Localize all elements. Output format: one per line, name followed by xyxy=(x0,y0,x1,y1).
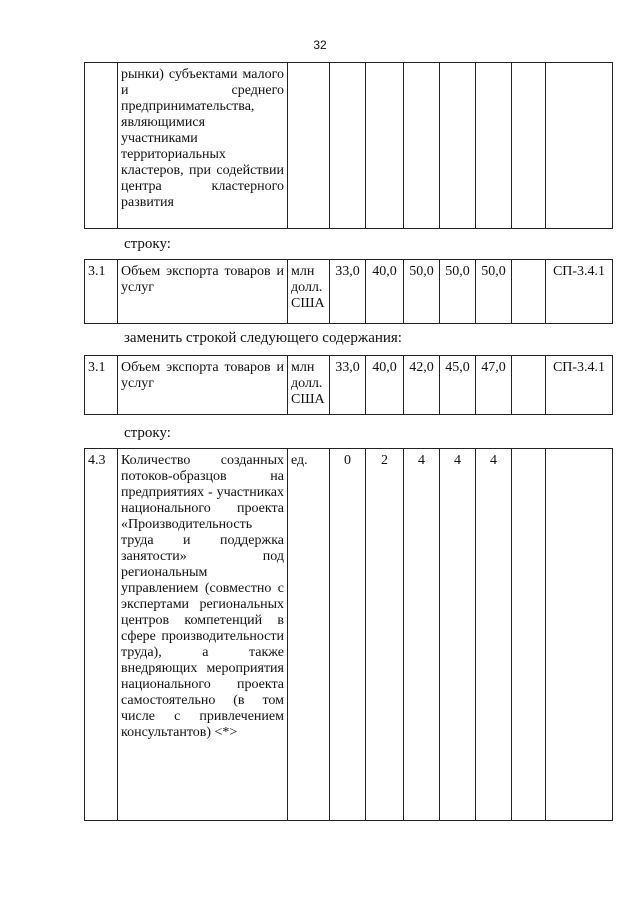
table-row xyxy=(85,63,613,229)
table-row-4-3 xyxy=(84,448,613,821)
value-cell xyxy=(330,63,366,229)
row-value: 0 xyxy=(330,449,366,821)
row-number: 3.1 xyxy=(85,356,118,415)
value-cell xyxy=(366,63,404,229)
row-value: 40,0 xyxy=(366,260,404,324)
value-cell xyxy=(440,63,476,229)
row-description: Объем экспорта товаров и услуг xyxy=(118,356,288,415)
note-row-label: строку: xyxy=(124,425,171,441)
row-value: 33,0 xyxy=(330,356,366,415)
value-cell xyxy=(404,63,440,229)
row-value: 50,0 xyxy=(440,260,476,324)
row-value: 4 xyxy=(476,449,512,821)
row-code: СП-3.4.1 xyxy=(546,260,613,324)
row-number: 3.1 xyxy=(85,260,118,324)
row-value: 42,0 xyxy=(404,356,440,415)
note-replace-label: заменить строкой следующего содержания: xyxy=(124,330,402,346)
row-value: 50,0 xyxy=(404,260,440,324)
row-unit: млн долл. США xyxy=(288,356,330,415)
table-row-3-1-old xyxy=(84,259,613,324)
row-code xyxy=(546,449,613,821)
table-row-3-1-new xyxy=(84,355,613,415)
empty-cell xyxy=(512,449,546,821)
row-number: 4.3 xyxy=(85,449,118,821)
row-value: 33,0 xyxy=(330,260,366,324)
page-number: 32 xyxy=(313,38,327,52)
row-code: СП-3.4.1 xyxy=(546,356,613,415)
row-unit: млн долл. США xyxy=(288,260,330,324)
table-fragment xyxy=(84,62,613,229)
row-value: 4 xyxy=(404,449,440,821)
row-value: 47,0 xyxy=(476,356,512,415)
empty-cell xyxy=(512,356,546,415)
table-row xyxy=(85,356,613,415)
row-unit: ед. xyxy=(288,449,330,821)
row-value: 2 xyxy=(366,449,404,821)
row-description: Количество созданных потоков-образцов на предприятиях - участниках национального проекта «Производительность труда и поддержка занятости» под региональным управлением (совместно с экспертами региональных центров компетенций в сфере производительности труда), а также внедряющих мероприятия национального проекта самостоятельно (в том числе с привлечением консультантов) <*> xyxy=(118,449,288,821)
value-cell xyxy=(512,63,546,229)
table-row xyxy=(85,260,613,324)
code-cell xyxy=(546,63,613,229)
row-value: 50,0 xyxy=(476,260,512,324)
note-row-label: строку: xyxy=(124,236,171,252)
unit-cell xyxy=(288,63,330,229)
row-description: рынки) субъектами малого и среднего предпринимательства, являющимися участниками территориальных кластеров, при содействии центра кластерного развития xyxy=(118,63,288,229)
row-value: 4 xyxy=(440,449,476,821)
row-description: Объем экспорта товаров и услуг xyxy=(118,260,288,324)
row-value: 40,0 xyxy=(366,356,404,415)
row-number-cell xyxy=(85,63,118,229)
table-row xyxy=(85,449,613,821)
empty-cell xyxy=(512,260,546,324)
row-value: 45,0 xyxy=(440,356,476,415)
value-cell xyxy=(476,63,512,229)
